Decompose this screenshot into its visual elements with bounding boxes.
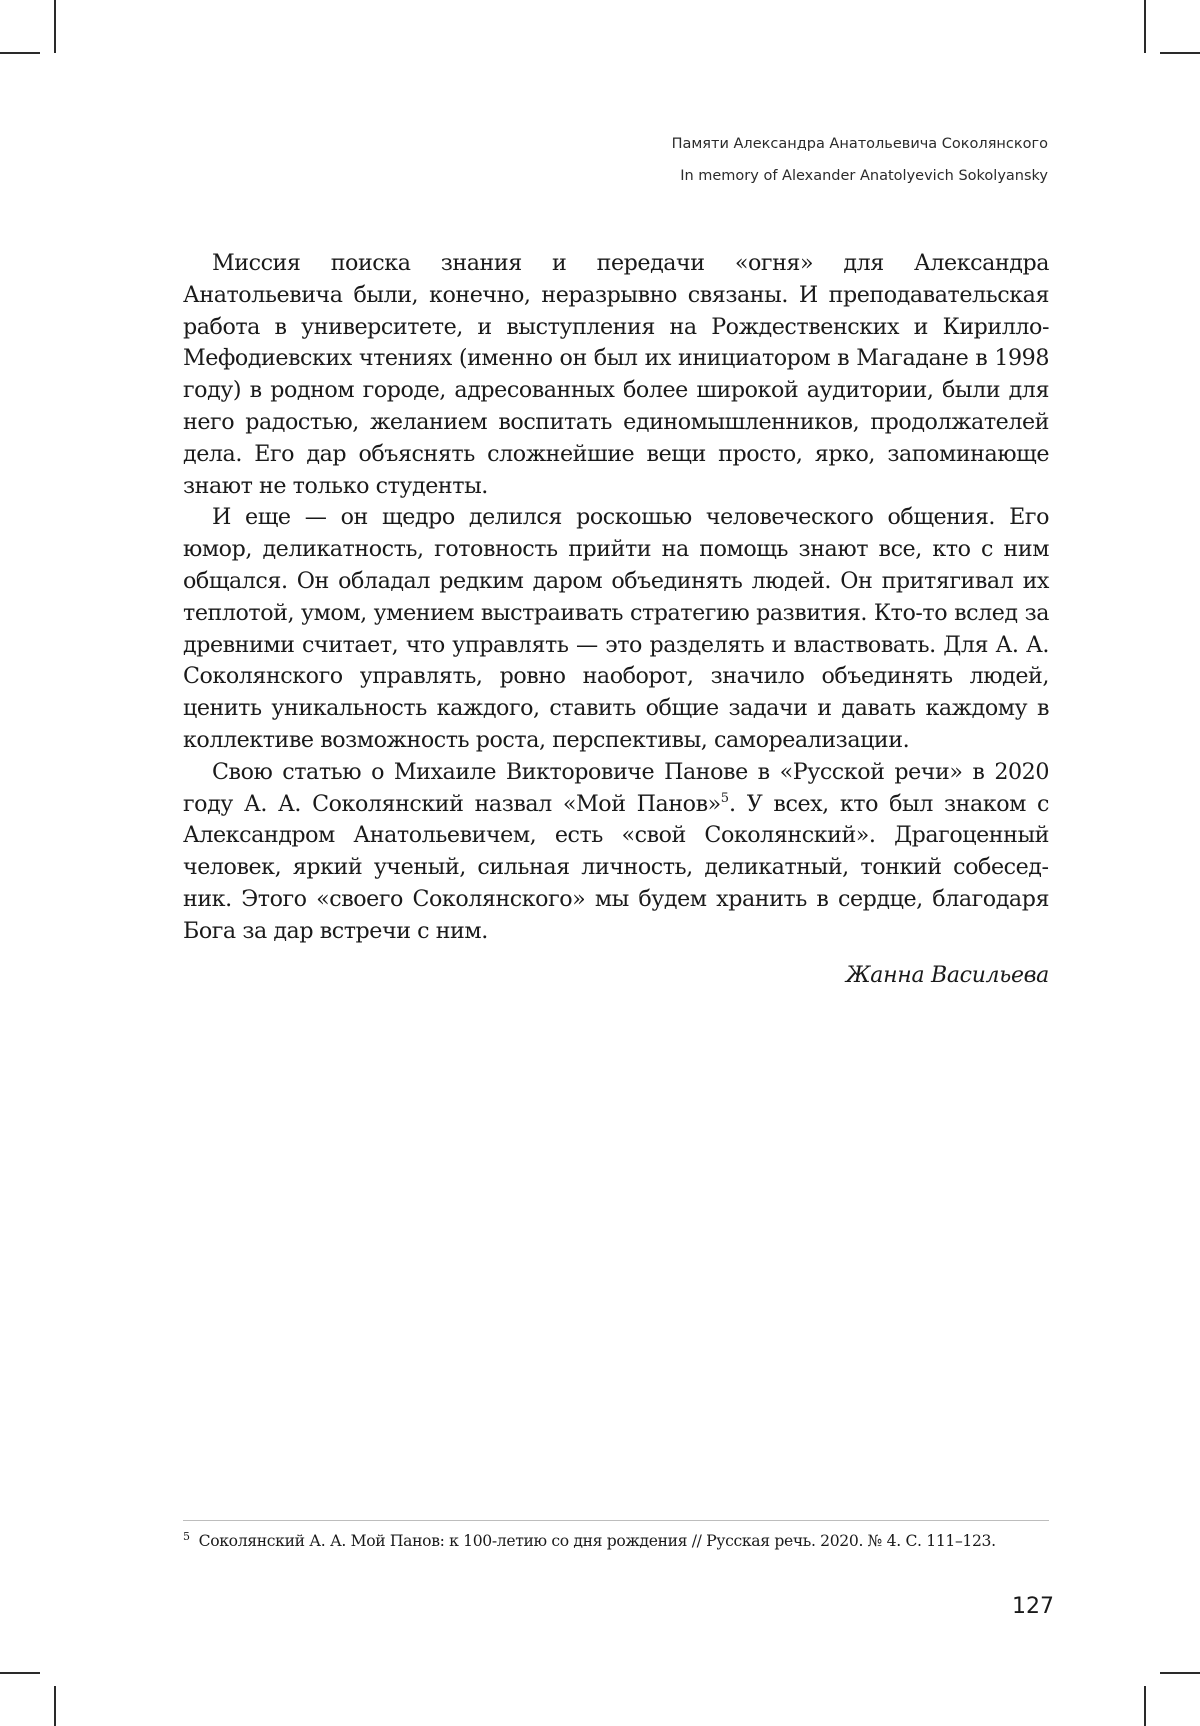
page-number: 127 — [1012, 1594, 1054, 1619]
running-head-en: In memory of Alexander Anatolyevich Sokolyansky — [680, 168, 1048, 184]
paragraph-2: И еще — он щедро делился роскошью человеческого общения. Его юмор, деликатность, готовность прийти на помощь знают все, кто с ним общался. Он обладал редким даром объединять людей. Он притягивал их теплотой, умом, умением выстраивать стратегию развития. Кто-то вслед за древними считает, что управлять — это разделять и властвовать. Для А. А. Соколянского управлять, ровно наоборот, значило объединять людей, ценить уникальность каждого, ставить общие задачи и давать каждому в коллективе возможность роста, перспективы, самореализации. — [183, 504, 1049, 753]
article-body — [183, 248, 1049, 948]
author-signature: Жанна Васильева — [845, 963, 1049, 988]
footnote — [183, 1529, 1049, 1553]
footnote-number: 5 — [183, 1530, 190, 1543]
footnote-text: Соколянский А. А. Мой Панов: к 100-летию со дня рождения // Русская речь. 2020. № 4. С. 111–123. — [198, 1532, 996, 1550]
crop-mark — [54, 0, 56, 53]
crop-mark — [1144, 0, 1146, 53]
crop-mark — [1144, 1686, 1146, 1726]
crop-mark — [1160, 1672, 1200, 1674]
crop-mark — [54, 1686, 56, 1726]
paragraph-3-end: . У всех, кто был знаком с Александром Анатольевичем, есть «свой Соколянский». Драгоценный человек, яркий ученый, сильная личность, деликатный, тонкий собеседник. Этого «своего Соколянского» мы будем хранить в сердце, благодаря Бога за дар встречи с ним. — [183, 790, 1049, 944]
footnote-divider — [183, 1520, 1049, 1521]
crop-mark — [1160, 52, 1200, 54]
running-head — [672, 128, 1048, 192]
crop-mark — [0, 52, 40, 54]
paragraph-3-start: Свою статью о Михаиле Викторовиче Панове в «Русской речи» в 2020 году А. А. Соколянский назвал «Мой Панов» — [183, 758, 1049, 817]
running-head-ru: Памяти Александра Анатольевича Соколянского — [671, 136, 1048, 152]
crop-mark — [0, 1672, 40, 1674]
paragraph-1: Миссия поиска знания и передачи «огня» для Александра Анатольевича были, конечно, неразрывно связаны. И преподавательская работа в университете, и выступления на Рождественских и Кирилло-Мефодиевских чтениях (именно он был их инициатором в Магадане в 1998 году) в родном городе, адресованных более широкой аудитории, были для него радостью, желанием воспитать единомышленников, продолжателей дела. Его дар объяснять сложнейшие вещи просто, ярко, запоминающе знают не только студенты. — [183, 250, 1049, 499]
paragraph-3 — [183, 757, 1049, 948]
footnote-reference[interactable]: 5 — [720, 790, 730, 806]
